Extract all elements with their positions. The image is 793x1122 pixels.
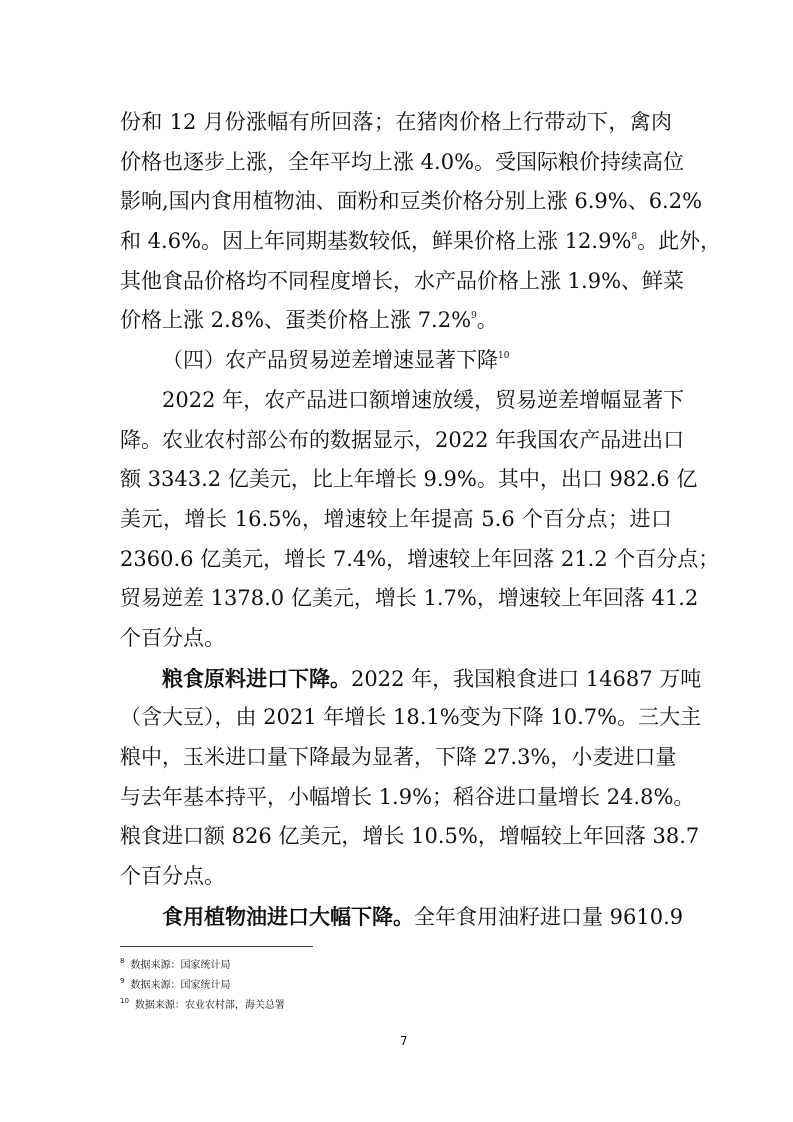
text-line <box>120 301 672 341</box>
footnote-ref-10: 10 <box>498 351 510 362</box>
document-body <box>120 103 722 936</box>
text-line <box>120 897 684 937</box>
text-line: 2022 年，农产品进口额增速放缓，贸易逆差增幅显著下 <box>162 387 685 412</box>
text-span: 和 4.6%。因上年同期基数较低，鲜果价格上涨 12.9% <box>120 229 632 254</box>
text-span: 价格上涨 2.8%、蛋类价格上涨 7.2% <box>120 308 472 333</box>
heading-text: （四）农产品贸易逆差增速显著下降 <box>162 348 498 373</box>
footnotes <box>120 956 285 1016</box>
text-line: 粮中，玉米进口量下降最为显著，下降 27.3%，小麦进口量 <box>120 745 677 769</box>
text-line: 个百分点。 <box>120 864 225 889</box>
footnote-text: 数据来源：农业农村部，海关总署 <box>134 1000 285 1011</box>
text-span: 2022 年，我国粮食进口 14687 万吨 <box>351 666 702 691</box>
page-number: 7 <box>400 1034 408 1048</box>
text-span: 全年食用油籽进口量 9610.9 <box>414 904 684 929</box>
footnote-9 <box>120 976 285 996</box>
section-heading <box>120 341 672 381</box>
text-line <box>120 222 722 262</box>
text-line: 额 3343.2 亿美元，比上年增长 9.9%。其中，出口 982.6 亿 <box>120 467 698 492</box>
footnote-ref-8: 8 <box>631 232 638 243</box>
text-line <box>120 659 702 699</box>
text-line: 降。农业农村部公布的数据显示，2022 年我国农产品进出口 <box>120 427 685 452</box>
text-span: 。此外， <box>637 229 722 254</box>
text-line: 2360.6 亿美元，增长 7.4%，增速较上年回落 21.2 个百分点； <box>120 546 720 571</box>
text-line: 影响,国内食用植物油、面粉和豆类价格分别上涨 6.9%、6.2% <box>120 189 703 214</box>
footnote-number: 8 <box>120 957 125 965</box>
paragraph-lead: 食用植物油进口大幅下降。 <box>162 903 414 929</box>
text-line: 个百分点。 <box>120 625 225 650</box>
footnote-number: 10 <box>120 997 129 1005</box>
text-line: 与去年基本持平，小幅增长 1.9%；稻谷进口量增长 24.8%。 <box>120 784 695 809</box>
paragraph-lead: 粮食原料进口下降。 <box>162 665 351 691</box>
text-line: 其他食品价格均不同程度增长，水产品价格上涨 1.9%、鲜菜 <box>120 268 685 293</box>
footnote-text: 数据来源：国家统计局 <box>130 980 231 991</box>
footnote-number: 9 <box>120 977 125 985</box>
text-line: 份和 12 月份涨幅有所回落；在猪肉价格上行带动下，禽肉 <box>120 110 672 134</box>
footnote-divider <box>120 946 313 947</box>
text-span: 。 <box>476 308 498 333</box>
footnote-text: 数据来源：国家统计局 <box>130 960 231 971</box>
footnote-8 <box>120 956 285 976</box>
text-line: 美元，增长 16.5%，增速较上年提高 5.6 个百分点；进口 <box>120 506 672 531</box>
footnote-ref-9: 9 <box>471 311 477 322</box>
text-line: 粮食进口额 826 亿美元，增长 10.5%，增幅较上年回落 38.7 <box>120 824 700 849</box>
text-line: 贸易逆差 1378.0 亿美元，增长 1.7%，增速较上年回落 41.2 <box>120 586 699 611</box>
text-line: （含大豆），由 2021 年增长 18.1%变为下降 10.7%。三大主 <box>120 705 702 730</box>
text-line: 价格也逐步上涨，全年平均上涨 4.0%。受国际粮价持续高位 <box>120 149 685 174</box>
footnote-10 <box>120 996 285 1016</box>
